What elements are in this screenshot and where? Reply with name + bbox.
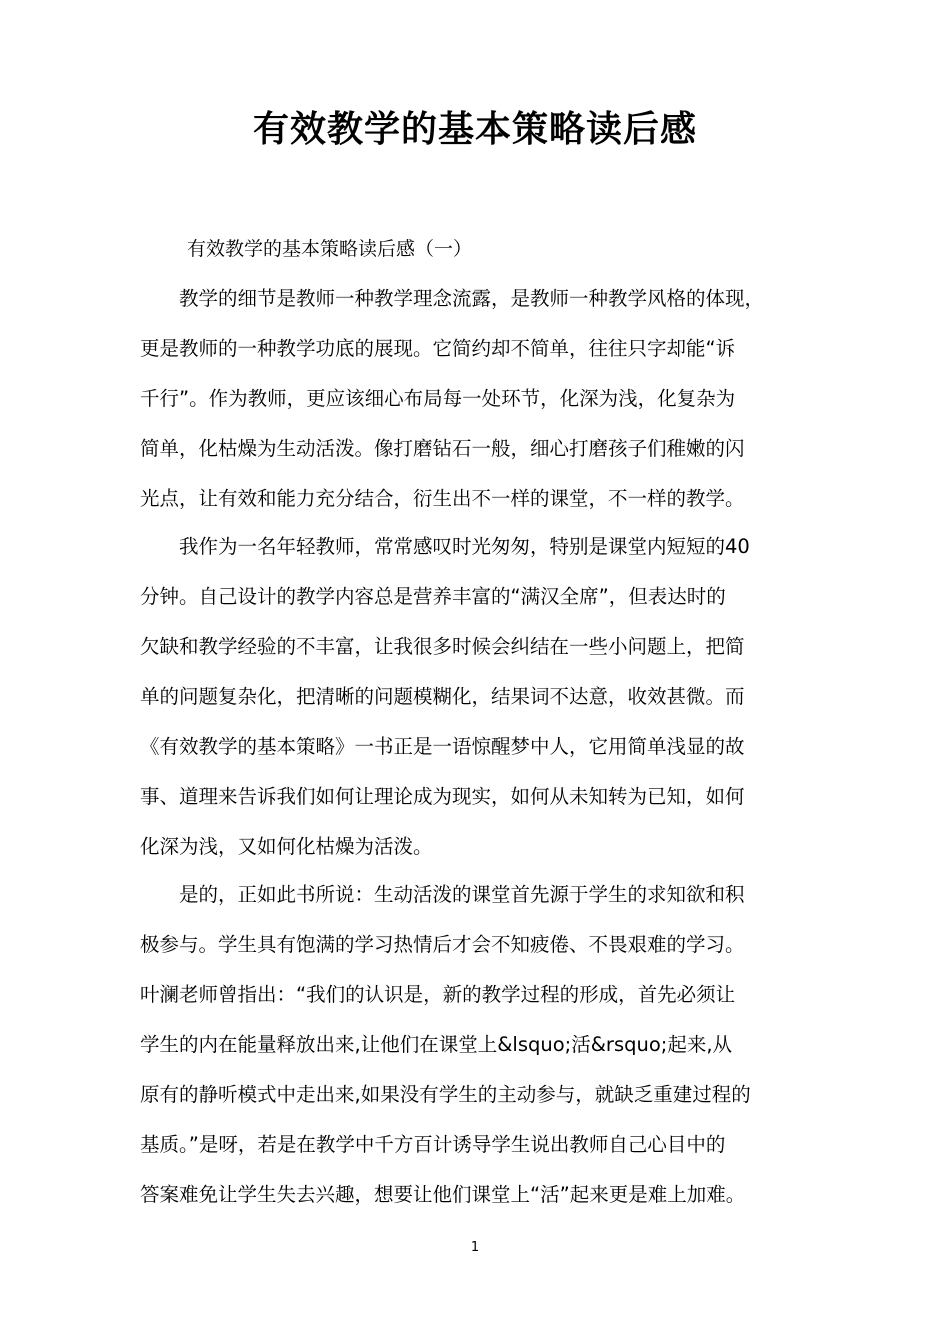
text-line: 教学的细节是教师一种教学理念流露，是教师一种教学风格的体现， [140,287,765,310]
section-heading: 有效教学的基本策略读后感（一） [187,238,473,260]
text-line: 《有效教学的基本策略》一书正是一语惊醒梦中人，它用简单浅显的故 [140,735,745,758]
paragraph-3 [140,870,840,1220]
text-line: 答案难免让学生失去兴趣，想要让他们课堂上“活”起来更是难上加难。 [140,1183,746,1206]
paragraph-1 [140,274,840,524]
text-line: 学生的内在能量释放出来,让他们在课堂上&lsquo;活&rsquo;起来,从 [140,1033,733,1056]
text-line: 是的，正如此书所说：生动活泼的课堂首先源于学生的求知欲和积 [140,883,745,906]
text-line: 单的问题复杂化，把清晰的问题模糊化，结果词不达意，收效甚微。而 [140,685,745,708]
text-line: 叶澜老师曾指出：“我们的认识是，新的教学过程的形成，首先必须让 [140,983,736,1006]
text-line: 千行”。作为教师，更应该细心布局每一处环节，化深为浅，化复杂为 [140,387,736,410]
text-line: 欠缺和教学经验的不丰富，让我很多时候会纠结在一些小问题上，把简 [140,635,745,658]
text-line: 化深为浅，又如何化枯燥为活泼。 [140,835,433,858]
text-line: 简单，化枯燥为生动活泼。像打磨钻石一般，细心打磨孩子们稚嫩的闪 [140,437,745,460]
text-line: 基质。”是呀，若是在教学中千方百计诱导学生说出教师自己心目中的 [140,1133,726,1156]
text-line: 我作为一名年轻教师，常常感叹时光匆匆，特别是课堂内短短的40 [140,535,750,558]
page-number: 1 [470,1240,480,1255]
text-line: 分钟。自己设计的教学内容总是营养丰富的“满汉全席”，但表达时的 [140,585,726,608]
text-line: 极参与。学生具有饱满的学习热情后才会不知疲倦、不畏艰难的学习。 [140,933,745,956]
text-line: 更是教师的一种教学功底的展现。它简约却不简单，往往只字却能“诉 [140,337,736,360]
text-line: 光点，让有效和能力充分结合，衍生出不一样的课堂，不一样的教学。 [140,487,745,510]
text-line: 原有的静听模式中走出来,如果没有学生的主动参与，就缺乏重建过程的 [140,1083,751,1106]
text-line: 事、道理来告诉我们如何让理论成为现实，如何从未知转为已知，如何 [140,785,745,808]
document-title: 有效教学的基本策略读后感 [252,109,697,150]
paragraph-2 [140,522,840,872]
